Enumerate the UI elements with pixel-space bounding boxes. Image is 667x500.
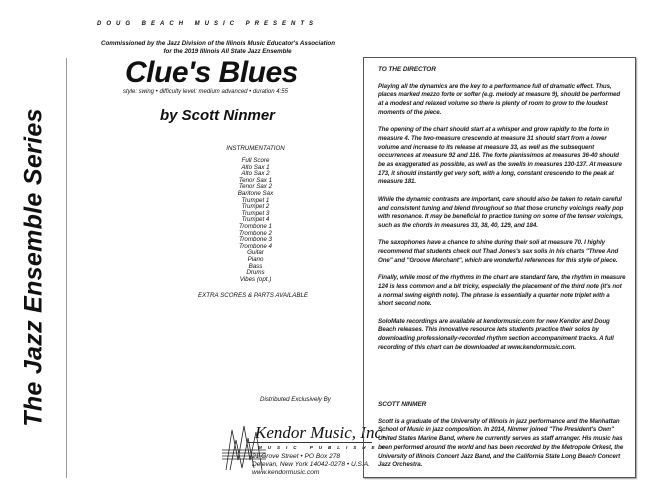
commission-line: Commissioned by the Jazz Division of the Illinois Music Educator's Association <box>100 40 335 47</box>
instrument-item: Vibes (opt.) <box>239 275 272 283</box>
instrument-item: Trombone 4 <box>239 242 272 250</box>
instrument-item: Tenor Sax 2 <box>238 183 273 191</box>
instrument-item: Alto Sax 1 <box>241 163 270 171</box>
distributed-by: Distributed Exclusively By <box>260 396 331 403</box>
publisher-website: www.kendormusic.com <box>252 469 320 476</box>
address-line: Delevan, New York 14042-0278 • U.S.A. <box>252 461 371 468</box>
publisher-subtitle: MUSIC PUBLISHER <box>258 445 390 450</box>
director-paragraph: Finally, while most of the rhythms in the chart are standard fare, the rhythm in measure 124 is less common and a bit tricky, especially the placement of the third note (it's not a normal swing eighth note). The phrase is essentially a quarter note triplet with a short second note. <box>378 274 626 308</box>
series-title: The Jazz Ensemble Series <box>19 108 48 427</box>
instrument-item: Alto Sax 2 <box>241 170 270 178</box>
piece-title: Clue's Blues <box>125 56 298 89</box>
instrument-item: Tenor Sax 1 <box>238 176 273 184</box>
instrument-item: Trombone 2 <box>239 229 272 237</box>
instrument-item: Trumpet 3 <box>241 209 270 217</box>
series-spine <box>14 60 54 475</box>
instrument-item: Baritone Sax <box>237 189 274 197</box>
extra-parts-note: EXTRA SCORES & PARTS AVAILABLE <box>198 292 309 299</box>
bio-text: Scott is a graduate of the University of Illinois in jazz performance and the Manhattan School of Music in jazz composition. In 2014, Ninmer joined "The President's Own" United States Marine Band, where he currently serves as staff arranger. His music has been performed around the world and has been recorded by the Metropole Orkest, the University of Illinois Concert Jazz Band, and the California State Long Beach Concert Jazz Orchestra. <box>378 417 624 469</box>
presents-line: DOUG BEACH MUSIC PRESENTS <box>96 21 318 27</box>
instrument-item: Bass <box>248 262 263 270</box>
director-paragraph: The saxophones have a chance to shine during their soli at measure 70. I highly recommend that students check out Thad Jones's sax solis in his charts "Three And One" and "Groove Merchant", which are wonderful references for this style of piece. <box>378 239 619 264</box>
divider <box>66 58 67 478</box>
instrument-item: Trumpet 2 <box>241 203 270 211</box>
instrumentation-list <box>198 145 313 283</box>
publisher-name: Kendor Music, Inc. <box>255 423 387 442</box>
director-paragraph: Playing all the dynamics are the key to a performance full of dramatic effect. Thus, places marked mezzo forte or softer (e.g. melody at measure 9), should be performed at a modest and relaxed volume so there is plenty of room to grow to the loudest moments of the piece. <box>378 82 621 116</box>
instrument-item: Trombone 3 <box>239 236 272 244</box>
bio-heading: SCOTT NINMER <box>378 401 427 409</box>
instrument-item: Trumpet 1 <box>241 196 270 204</box>
director-section <box>378 66 626 361</box>
director-paragraph: While the dynamic contrasts are important, care should also be taken to retain careful and consistent tuning and blend throughout so that those crunchy voicings really pop with resonance. It may be beneficial to practice tuning on some of the tenser voicings, such as the chords in measures 33, 38, 40, 129, and 184. <box>378 195 624 229</box>
bio-section <box>378 391 626 470</box>
director-heading: TO THE DIRECTOR <box>378 66 436 73</box>
instrument-item: Drums <box>246 269 265 277</box>
commission-note <box>80 40 335 56</box>
director-paragraph: The opening of the chart should start at a whisper and grow rapidly to the forte in measure 4. The two-measure crescendo at measure 31 should start from a lower volume and increase to its release at measure 33, as well as the subsequent occurrences at measure 92 and 116. The forte pianissimos at measures 36-40 should be as exaggerated as possible, as well as the swells in measures 130-137. At measure 173, it should instantly get very soft, with a long, constant crescendo to the peak at measure 181. <box>378 126 622 186</box>
logo-rule <box>247 442 372 443</box>
commission-line: for the 2019 Illinois All State Jazz Ensemble <box>163 48 292 55</box>
instrument-item: Full Score <box>241 157 270 164</box>
instrument-item: Piano <box>247 255 264 263</box>
instrument-item: Trombone 1 <box>239 222 272 230</box>
instrumentation-heading: INSTRUMENTATION <box>226 145 285 152</box>
notes-panel <box>363 57 636 478</box>
instrument-item: Trumpet 4 <box>241 216 270 224</box>
style-line: style: swing • difficulty level: medium advanced • duration 4:55 <box>123 89 288 95</box>
instrument-item: Guitar <box>247 249 264 257</box>
address-line: 21 Grove Street • PO Box 278 <box>252 453 341 460</box>
publisher-address <box>252 453 370 477</box>
director-paragraph: SoloMate recordings are available at kendormusic.com for new Kendor and Doug Beach releases. This innovative resource lets students practice their solos by downloading professionally-recorded rhythm section accompaniment tracks. A full recording of this chart can be downloaded at www.kendormusic.com. <box>378 317 614 351</box>
composer: by Scott Ninmer <box>160 107 276 124</box>
